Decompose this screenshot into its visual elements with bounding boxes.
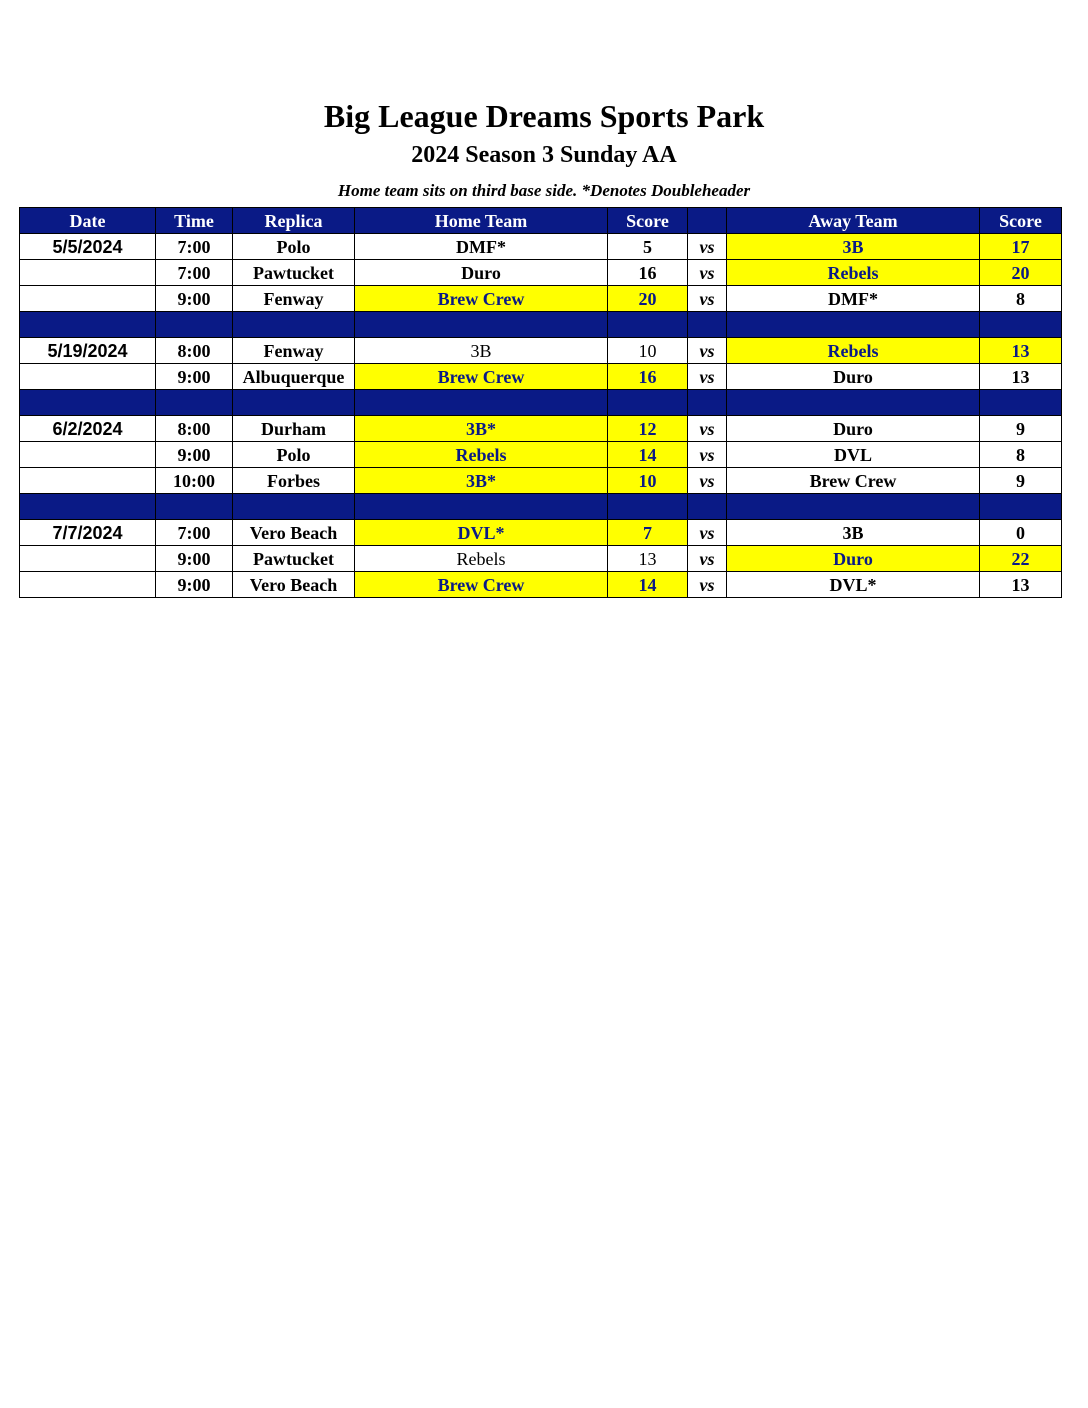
column-header-date: Date [20,208,156,234]
game-time: 9:00 [156,572,233,598]
vs-label: vs [688,234,727,260]
game-date [20,442,156,468]
separator-cell [727,390,980,416]
column-header-vs [688,208,727,234]
separator-cell [980,494,1062,520]
separator-cell [233,494,355,520]
home-team: DVL* [355,520,608,546]
schedule-body [20,234,1062,598]
away-score: 20 [980,260,1062,286]
away-score: 22 [980,546,1062,572]
home-score: 10 [608,338,688,364]
game-time: 9:00 [156,364,233,390]
home-team: Brew Crew [355,286,608,312]
game-time: 8:00 [156,338,233,364]
column-header-away-team: Away Team [727,208,980,234]
game-field: Pawtucket [233,260,355,286]
separator-cell [233,312,355,338]
separator-cell [355,390,608,416]
separator-cell [355,494,608,520]
away-team: DMF* [727,286,980,312]
game-time: 10:00 [156,468,233,494]
column-header-home-team: Home Team [355,208,608,234]
home-team: Rebels [355,442,608,468]
game-row [20,260,1062,286]
game-time: 9:00 [156,286,233,312]
vs-label: vs [688,338,727,364]
separator-cell [355,312,608,338]
separator-cell [688,494,727,520]
vs-label: vs [688,260,727,286]
home-score: 5 [608,234,688,260]
separator-cell [727,312,980,338]
away-team: Rebels [727,260,980,286]
column-header-time: Time [156,208,233,234]
separator-cell [20,390,156,416]
home-team: 3B [355,338,608,364]
separator-cell [156,390,233,416]
game-time: 7:00 [156,234,233,260]
game-date [20,260,156,286]
vs-label: vs [688,520,727,546]
week-separator-row [20,494,1062,520]
game-field: Polo [233,234,355,260]
home-score: 16 [608,364,688,390]
home-score: 14 [608,442,688,468]
game-time: 9:00 [156,442,233,468]
game-date: 5/19/2024 [20,338,156,364]
away-score: 0 [980,520,1062,546]
game-date [20,468,156,494]
vs-label: vs [688,364,727,390]
game-date [20,286,156,312]
schedule-table [19,207,1062,598]
separator-cell [156,494,233,520]
column-header-away-score: Score [980,208,1062,234]
away-score: 9 [980,416,1062,442]
game-date: 7/7/2024 [20,520,156,546]
game-date: 5/5/2024 [20,234,156,260]
home-team: Duro [355,260,608,286]
separator-cell [688,390,727,416]
away-score: 13 [980,572,1062,598]
separator-cell [608,312,688,338]
away-score: 17 [980,234,1062,260]
separator-cell [20,312,156,338]
separator-cell [156,312,233,338]
separator-cell [233,390,355,416]
away-team: 3B [727,520,980,546]
separator-cell [980,390,1062,416]
week-separator-row [20,312,1062,338]
away-score: 8 [980,286,1062,312]
home-team: 3B* [355,468,608,494]
game-date: 6/2/2024 [20,416,156,442]
home-team: 3B* [355,416,608,442]
home-team: DMF* [355,234,608,260]
table-header-row [20,208,1062,234]
separator-cell [727,494,980,520]
home-score: 7 [608,520,688,546]
home-score: 12 [608,416,688,442]
separator-cell [20,494,156,520]
game-time: 7:00 [156,520,233,546]
game-field: Pawtucket [233,546,355,572]
game-field: Forbes [233,468,355,494]
home-score: 13 [608,546,688,572]
away-score: 8 [980,442,1062,468]
column-header-replica: Replica [233,208,355,234]
game-time: 8:00 [156,416,233,442]
separator-cell [608,494,688,520]
game-row [20,442,1062,468]
separator-cell [608,390,688,416]
game-row [20,338,1062,364]
vs-label: vs [688,442,727,468]
away-team: DVL [727,442,980,468]
game-row [20,364,1062,390]
vs-label: vs [688,286,727,312]
away-team: Duro [727,546,980,572]
game-field: Albuquerque [233,364,355,390]
game-row [20,520,1062,546]
game-field: Fenway [233,286,355,312]
separator-cell [980,312,1062,338]
page-subtitle: 2024 Season 3 Sunday AA [411,142,677,168]
vs-label: vs [688,416,727,442]
schedule-note: Home team sits on third base side. *Denotes Doubleheader [337,181,751,200]
week-separator-row [20,390,1062,416]
game-row [20,546,1062,572]
vs-label: vs [688,572,727,598]
away-team: 3B [727,234,980,260]
game-row [20,234,1062,260]
vs-label: vs [688,468,727,494]
away-team: Brew Crew [727,468,980,494]
away-team: DVL* [727,572,980,598]
game-row [20,416,1062,442]
game-field: Vero Beach [233,572,355,598]
game-field: Vero Beach [233,520,355,546]
column-header-home-score: Score [608,208,688,234]
game-date [20,546,156,572]
page-title: Big League Dreams Sports Park [323,98,765,134]
home-score: 10 [608,468,688,494]
away-team: Duro [727,364,980,390]
away-score: 13 [980,338,1062,364]
game-field: Polo [233,442,355,468]
home-team: Rebels [355,546,608,572]
game-row [20,572,1062,598]
home-score: 16 [608,260,688,286]
away-score: 13 [980,364,1062,390]
game-field: Fenway [233,338,355,364]
home-score: 14 [608,572,688,598]
game-field: Durham [233,416,355,442]
home-team: Brew Crew [355,572,608,598]
away-team: Rebels [727,338,980,364]
game-time: 9:00 [156,546,233,572]
game-row [20,286,1062,312]
vs-label: vs [688,546,727,572]
game-date [20,572,156,598]
home-score: 20 [608,286,688,312]
away-team: Duro [727,416,980,442]
separator-cell [688,312,727,338]
away-score: 9 [980,468,1062,494]
home-team: Brew Crew [355,364,608,390]
game-date [20,364,156,390]
game-row [20,468,1062,494]
game-time: 7:00 [156,260,233,286]
